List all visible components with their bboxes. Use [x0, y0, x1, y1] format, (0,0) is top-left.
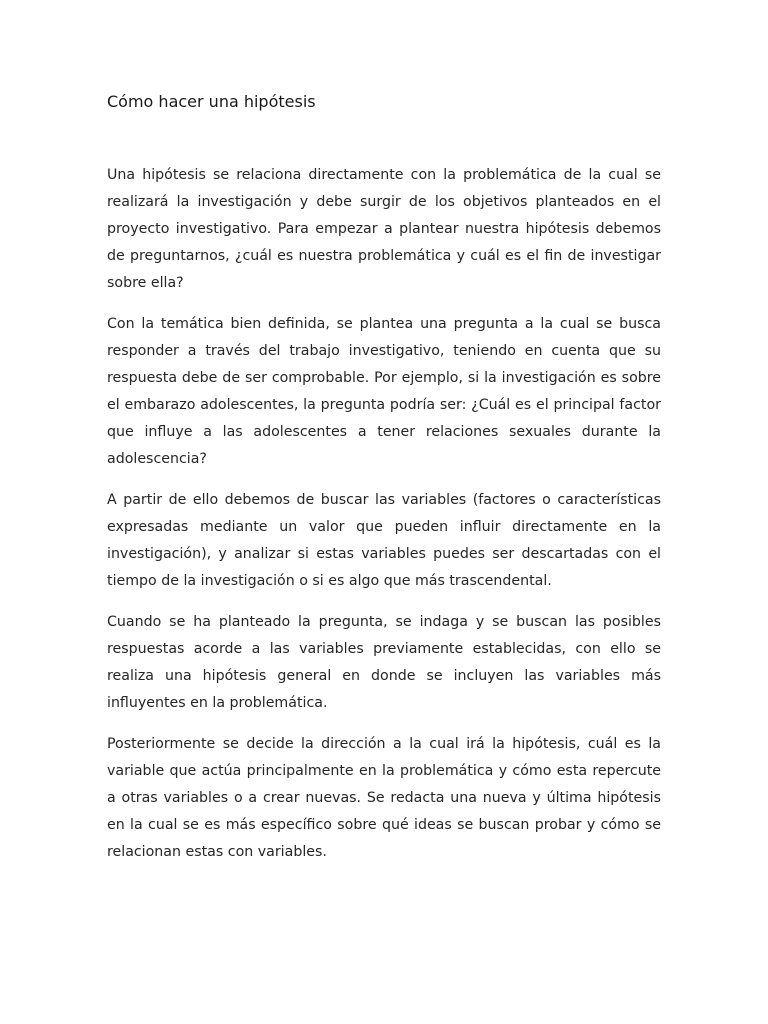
paragraph-2: Con la temática bien definida, se plantea una pregunta a la cual se busca responder a través del trabajo investigativo, teniendo en cuenta que su respuesta debe de ser comprobable. Por ejemplo, si la investigación es sobre el embarazo adolescentes, la pregunta podría ser: ¿Cuál es el principal factor que influye a las adolescentes a tener relaciones sexuales durante la adolescencia?	[107, 316, 661, 467]
document-body	[107, 162, 661, 880]
paragraph-1: Una hipótesis se relaciona directamente con la problemática de la cual se realizará la investigación y debe surgir de los objetivos planteados en el proyecto investigativo. Para empezar a plantear nuestra hipótesis debemos de preguntarnos, ¿cuál es nuestra problemática y cuál es el fin de investigar sobre ella?	[107, 167, 661, 291]
paragraph-5: Posteriormente se decide la dirección a la cual irá la hipótesis, cuál es la variable que actúa principalmente en la problemática y cómo esta repercute a otras variables o a crear nuevas. Se redacta una nueva y última hipótesis en la cual se es más específico sobre qué ideas se buscan probar y cómo se relacionan estas con variables.	[107, 736, 661, 860]
document-title: Cómo hacer una hipótesis	[107, 92, 316, 111]
paragraph-4: Cuando se ha planteado la pregunta, se indaga y se buscan las posibles respuestas acorde a las variables previamente establecidas, con ello se realiza una hipótesis general en donde se incluyen las variables más influyentes en la problemática.	[107, 614, 661, 711]
paragraph-3: A partir de ello debemos de buscar las variables (factores o características expresadas mediante un valor que pueden influir directamente en la investigación), y analizar si estas variables puedes ser descartadas con el tiempo de la investigación o si es algo que más trascendental.	[107, 492, 661, 589]
